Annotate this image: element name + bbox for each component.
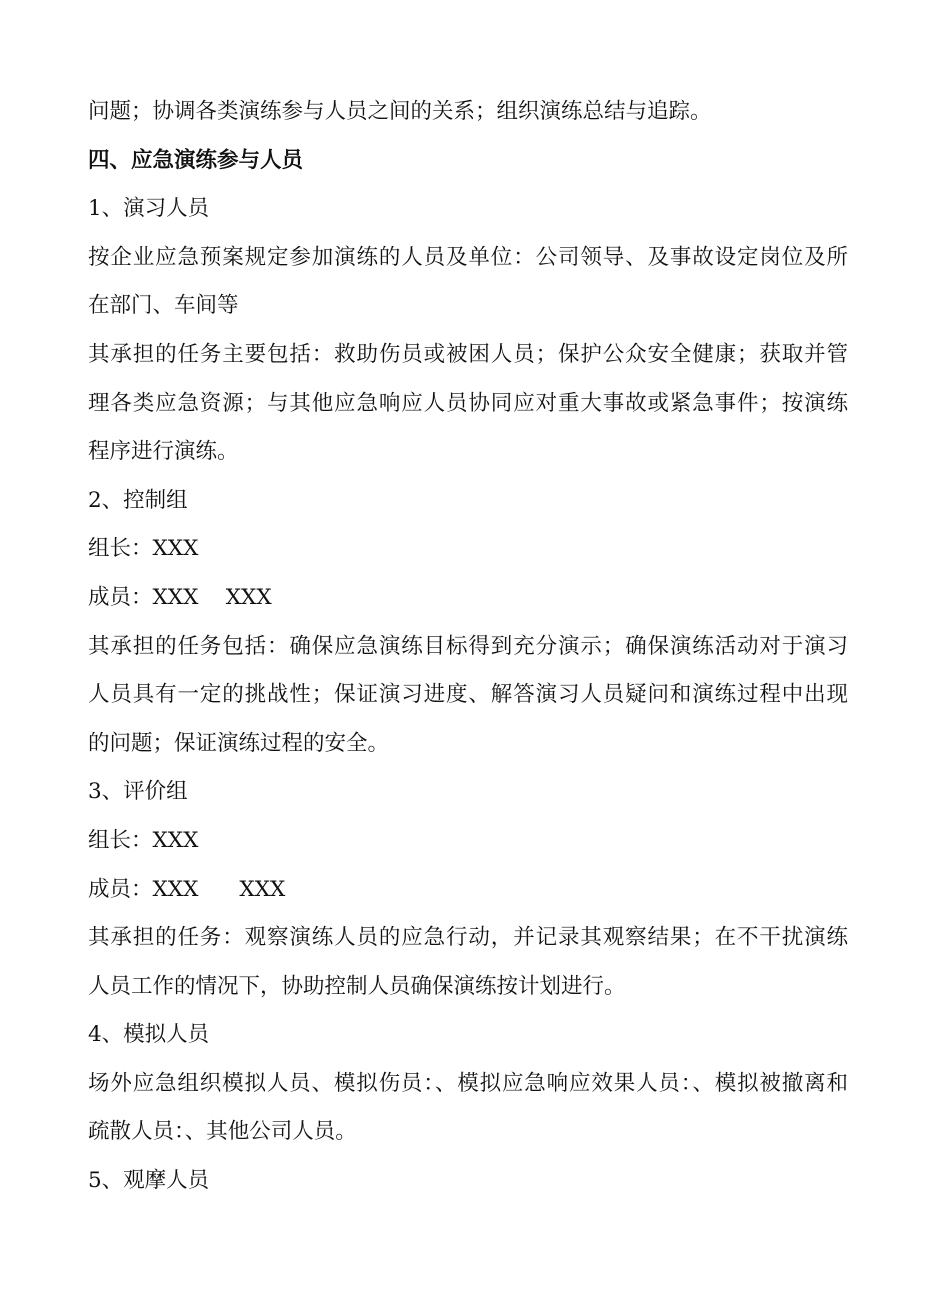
subsection-title: 2、控制组 <box>88 487 188 513</box>
subsection-title: 4、模拟人员 <box>88 1022 210 1048</box>
text-line: 理各类应急资源；与其他应急响应人员协同应对重大事故或紧急事件；按演练 <box>88 390 848 416</box>
subsection-title: 3、评价组 <box>88 779 188 805</box>
text-line: 其承担的任务：观察演练人员的应急行动，并记录其观察结果；在不干扰演练 <box>88 925 848 951</box>
text-line: 场外应急组织模拟人员、模拟伤员：、模拟应急响应效果人员：、模拟被撤离和 <box>88 1070 848 1096</box>
text-line: 成员：XXX XXX <box>88 876 286 902</box>
subsection-title: 5、观摩人员 <box>88 1168 210 1194</box>
text-line: 其承担的任务主要包括：救助伤员或被困人员；保护公众安全健康；获取并管 <box>88 341 848 367</box>
text-line: 在部门、车间等 <box>88 293 239 319</box>
text-line: 成员：XXX XXX <box>88 584 272 610</box>
text-line: 组长：XXX <box>88 536 199 562</box>
document-page <box>88 88 848 1206</box>
text-line: 组长：XXX <box>88 827 199 853</box>
text-line: 其承担的任务包括：确保应急演练目标得到充分演示；确保演练活动对于演习 <box>88 633 848 659</box>
section-heading: 四、应急演练参与人员 <box>88 147 304 173</box>
text-line: 人员工作的情况下，协助控制人员确保演练按计划进行。 <box>88 973 626 999</box>
text-line: 问题；协调各类演练参与人员之间的关系；组织演练总结与追踪。 <box>88 99 712 124</box>
text-line: 疏散人员：、其他公司人员。 <box>88 1119 357 1145</box>
text-line: 人员具有一定的挑战性；保证演习进度、解答演习人员疑问和演练过程中出现 <box>88 682 848 708</box>
text-line: 的问题；保证演练过程的安全。 <box>88 730 390 756</box>
text-line: 程序进行演练。 <box>88 439 239 465</box>
subsection-title: 1、演习人员 <box>88 196 210 222</box>
text-line: 按企业应急预案规定参加演练的人员及单位：公司领导、及事故设定岗位及所 <box>88 244 848 270</box>
